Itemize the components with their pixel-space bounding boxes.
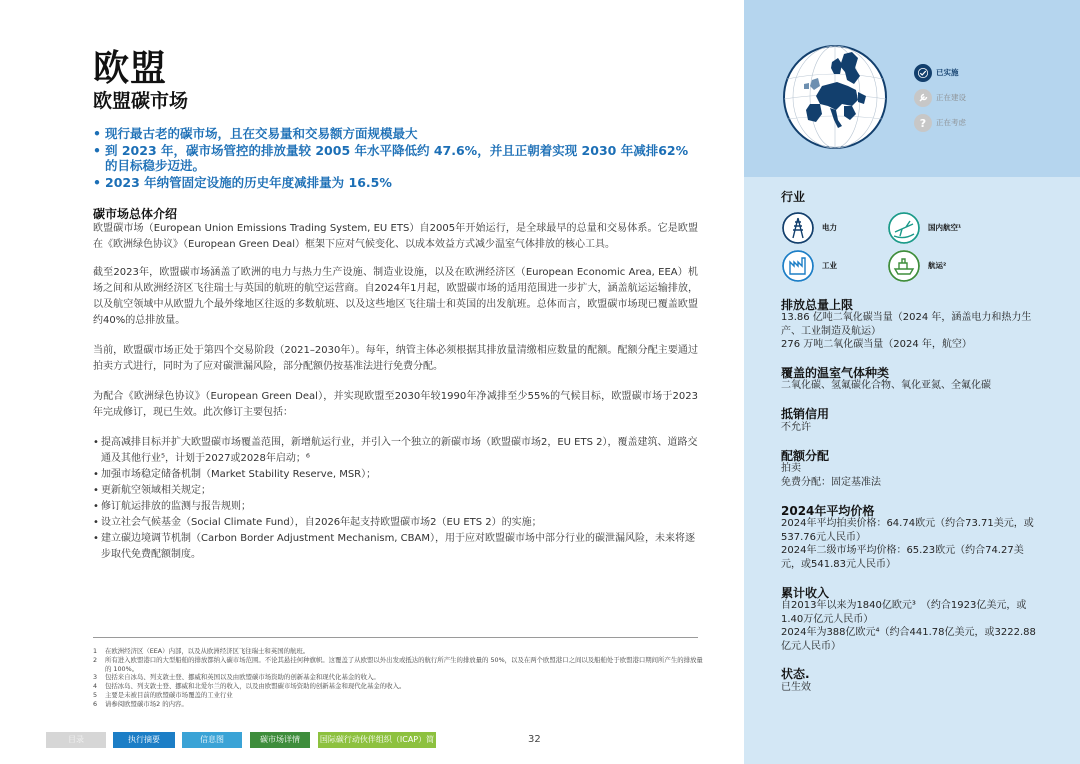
footnote-text: 主要是未被目前的欧盟碳市场覆盖的工业行业 <box>105 690 233 699</box>
legend-label: 正在考虑 <box>936 118 966 127</box>
revenue-line: 自2013年以来为1840亿欧元³ （约合1923亿美元，或1.40万亿元人民币） <box>781 600 1027 625</box>
footnote <box>93 700 703 709</box>
highlights-list <box>93 126 693 191</box>
legend-label: 已实施 <box>936 68 959 77</box>
price-line: 2024年平均拍卖价格：64.74欧元（约合73.71美元，或537.76元人民币） <box>781 518 1034 543</box>
footnote <box>93 673 703 682</box>
footnote-text: 所有进入欧盟港口的大型船舶的排放都纳入碳市场范围。不论其悬挂何种旗帜。这覆盖了从欧盟以外出发或抵达的航行所产生的排放量的 50%，以及在两个欧盟港口之间以及船舶处于欧盟港口期间所产生的排放量的 100%。 <box>105 655 703 673</box>
cap-line: 276 万吨二氧化碳当量（2024 年，航空） <box>781 339 972 350</box>
revision-item: • 更新航空领域相关规定； <box>93 483 698 499</box>
revision-item: • 提高减排目标并扩大欧盟碳市场覆盖范围，新增航运行业，并引入一个独立的新碳市场（欧盟碳市场2，EU ETS 2），覆盖建筑、道路交通及其他行业⁵，计划于2027或2028年启动；⁶ <box>93 435 698 467</box>
sector-label: 工业 <box>822 261 837 270</box>
revision-item: • 修订航运排放的监测与报告规则； <box>93 499 698 515</box>
nav-tab-contents[interactable]: 目录 <box>46 732 106 748</box>
page-title: 欧盟 <box>93 48 168 89</box>
allocation-heading: 配额分配 <box>781 449 830 463</box>
factory-icon <box>782 250 814 282</box>
highlight-item: • 2023 年纳管固定设施的历史年度减排量为 16.5% <box>93 175 693 191</box>
price-heading: 2024年平均价格 <box>781 504 875 518</box>
page-subtitle: 欧盟碳市场 <box>93 90 189 112</box>
legend-label: 正在建设 <box>936 93 966 102</box>
check-icon <box>914 64 932 82</box>
footnote-number: 5 <box>93 690 98 699</box>
wrench-icon <box>914 89 932 107</box>
overview-paragraph: 截至2023年，欧盟碳市场涵盖了欧洲的电力与热力生产设施、制造业设施，以及在欧洲经济区（European Economic Area, EEA）机场之间和从欧洲经济区飞往瑞士与英国的航班的航空运营商。自2024年1月起，欧盟碳市场的适用范围进一步扩大，涵盖航运运输排放，以及航空领域中从欧盟九个最外缘地区往返的多数航班、以及这些地区飞往瑞士和英国的出发航班。总体而言，欧盟碳市场现已覆盖欧盟约40%的总排放量。 <box>93 267 698 326</box>
airplane-icon <box>888 212 920 244</box>
footnote-number: 4 <box>93 682 98 691</box>
footnote-text: 在欧洲经济区（EEA）内部，以及从欧洲经济区飞往瑞士和英国的航班。 <box>105 647 310 655</box>
footnote-text: 包括来自冰岛、列支敦士登、挪威和英国以及由欧盟碳市场资助的创新基金和现代化基金的收入。 <box>105 673 380 682</box>
nav-tab-market-details[interactable]: 碳市场详情 <box>250 732 310 748</box>
footnote-number: 6 <box>93 699 98 708</box>
globe-map <box>782 44 888 150</box>
ghg-text: 二氧化碳、氢氟碳化合物、氧化亚氮、全氟化碳 <box>781 380 991 391</box>
footnote <box>93 656 703 674</box>
footnote-number: 2 <box>93 655 98 664</box>
nav-tab-summary[interactable]: 执行摘要 <box>113 732 175 748</box>
power-pylon-icon <box>782 212 814 244</box>
footnote-text: 请参阅欧盟碳市场2 的内容。 <box>105 699 188 708</box>
revenue-line: 2024年为388亿欧元⁴（约合441.78亿美元，或3222.88亿元人民币） <box>781 627 1036 652</box>
revision-item: • 建立碳边境调节机制（Carbon Border Adjustment Mechanism, CBAM），用于应对欧盟碳市场中部分行业的碳泄漏风险，未来将逐步取代免费配额制度。 <box>93 531 698 563</box>
footnotes <box>93 647 703 709</box>
footnote-text: 包括冰岛、列支敦士登、挪威和北爱尔兰的收入，以及由欧盟碳市场资助的创新基金和现代化基金的收入。 <box>105 682 406 691</box>
cap-line: 13.86 亿吨二氧化碳当量（2024 年，涵盖电力和热力生产、工业制造及航运） <box>781 312 1032 337</box>
revision-item: • 设立社会气候基金（Social Climate Fund），自2026年起支持欧盟碳市场2（EU ETS 2）的实施； <box>93 515 698 531</box>
sectors-heading: 行业 <box>781 190 806 204</box>
footnote-number: 3 <box>93 673 98 682</box>
allocation-text <box>781 462 1043 489</box>
footnote-number: 1 <box>93 647 98 655</box>
nav-tab-infographic[interactable]: 信息图 <box>182 732 242 748</box>
revenue-text <box>781 599 1043 653</box>
highlight-item: • 到 2023 年，碳市场管控的排放量较 2005 年水平降低约 47.6%，并且正朝着实现 2030 年减排62% 的目标稳步迈进。 <box>93 143 693 174</box>
highlight-item: • 现行最古老的碳市场，且在交易量和交易额方面规模最大 <box>93 126 693 142</box>
svg-text:?: ? <box>919 117 927 130</box>
overview-paragraph: 欧盟碳市场（European Union Emissions Trading System, EU ETS）自2005年开始运行，是全球最早的总量和交易体系。它是欧盟在《欧洲绿色协议》（European Green Deal）框架下应对气候变化、以成本效益方式减少温室气体排放的核心工具。 <box>93 223 698 250</box>
cap-heading: 排放总量上限 <box>781 298 854 312</box>
price-text <box>781 517 1043 571</box>
ghg-heading: 覆盖的温室气体种类 <box>781 366 890 380</box>
nav-tab-icap[interactable]: 国际碳行动伙伴组织（ICAP）简介 <box>318 732 436 748</box>
revenue-heading: 累计收入 <box>781 586 830 600</box>
status-heading: 状态. <box>781 667 810 681</box>
allocation-line: 免费分配：固定基准法 <box>781 476 881 488</box>
question-icon <box>914 114 932 132</box>
offsets-heading: 抵销信用 <box>781 407 830 421</box>
overview-paragraph: 当前，欧盟碳市场正处于第四个交易阶段（2021–2030年）。每年，纳管主体必须根据其排放量清缴相应数量的配额。配额分配主要通过拍卖方式进行，同时为了应对碳泄漏风险，部分配额仍按基准法进行免费分配。 <box>93 345 698 372</box>
sector-label: 国内航空¹ <box>928 223 962 232</box>
status-text: 已生效 <box>781 682 811 693</box>
sector-label: 航运² <box>928 261 947 270</box>
revision-item: • 加强市场稳定储备机制（Market Stability Reserve, MSR）； <box>93 467 698 483</box>
sector-label: 电力 <box>822 223 837 232</box>
allocation-line: 拍卖 <box>781 463 801 474</box>
ship-icon <box>888 250 920 282</box>
page-number: 32 <box>528 734 541 745</box>
footnote <box>93 682 703 691</box>
footnote <box>93 647 703 656</box>
footnote-divider <box>93 637 698 638</box>
overview-paragraph: 为配合《欧洲绿色协议》（European Green Deal），并实现欧盟至2030年较1990年净减排至少55%的气候目标，欧盟碳市场于2023年完成修订，现已生效。此次修订主要包括： <box>93 391 698 418</box>
cap-text <box>781 311 1043 352</box>
overview-heading: 碳市场总体介绍 <box>93 207 178 221</box>
price-line: 2024年二级市场平均价格：65.23欧元（约合74.27美元，或541.83元人民币） <box>781 545 1024 570</box>
footnote <box>93 691 703 700</box>
revision-list <box>93 435 698 563</box>
offsets-text: 不允许 <box>781 422 811 433</box>
